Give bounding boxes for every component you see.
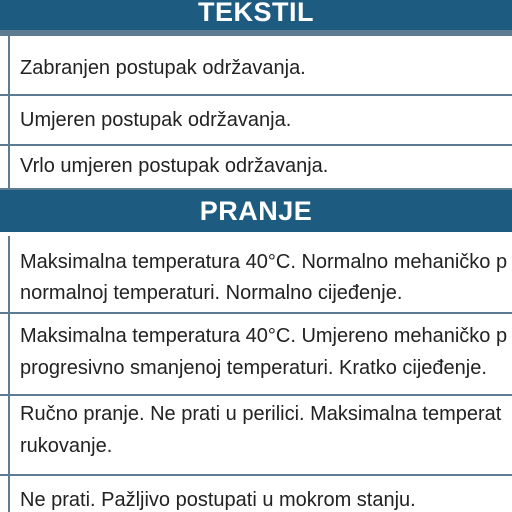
row-text-line-2: normalnoj temperaturi. Normalno cijeđenje. (20, 282, 403, 304)
table-row (0, 314, 512, 396)
table-row (0, 36, 512, 96)
symbol-cell (0, 146, 10, 188)
row-text-line-1: Ručno pranje. Ne prati u perilici. Maksimalna temperat (20, 403, 502, 425)
row-text-line-2: progresivno smanjenoj temperaturi. Kratko cijeđenje. (20, 357, 487, 379)
table-row (0, 236, 512, 314)
symbol-cell (0, 396, 10, 474)
table-row (0, 396, 512, 476)
row-text-line-1: Maksimalna temperatura 40°C. Normalno mehaničko p (20, 251, 508, 273)
table-row (0, 146, 512, 190)
symbol-cell (0, 476, 10, 512)
section-header-washing (0, 190, 512, 232)
table-row (0, 96, 512, 146)
symbol-cell (0, 96, 10, 144)
row-text: Umjeren postupak održavanja. (20, 109, 292, 131)
symbol-cell (0, 36, 10, 94)
row-text-line-2: rukovanje. (20, 435, 113, 457)
symbol-cell (0, 314, 10, 394)
section-title-textile: TEKSTIL (198, 0, 314, 27)
section-title-washing: PRANJE (199, 196, 313, 226)
section-header-textile (0, 0, 512, 30)
row-text-line-1: Maksimalna temperatura 40°C. Umjereno mehaničko p (20, 325, 508, 347)
symbol-cell (0, 236, 10, 312)
row-text-line-1: Ne prati. Pažljivo postupati u mokrom stanju. (20, 489, 416, 511)
row-text: Zabranjen postupak održavanja. (20, 57, 306, 79)
row-text: Vrlo umjeren postupak održavanja. (20, 155, 329, 177)
table-row (0, 476, 512, 512)
